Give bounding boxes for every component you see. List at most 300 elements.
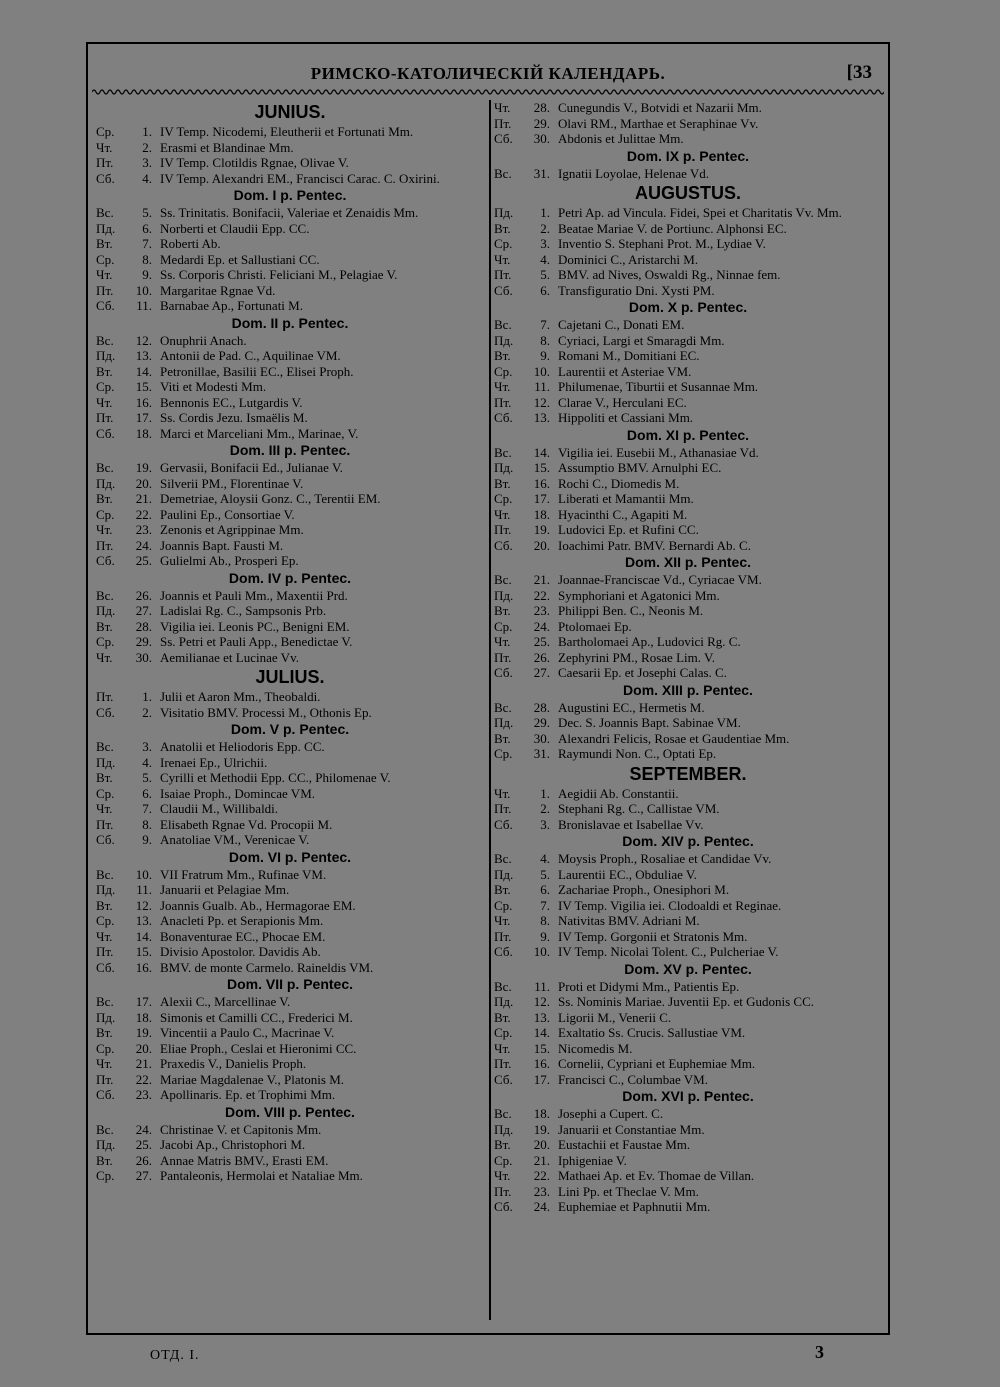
header-wavy-rule: [92, 88, 884, 96]
feast-text: Bennonis EC., Lutgardis V.: [160, 394, 303, 410]
calendar-day-row: [494, 1184, 882, 1200]
feast-text: Bonaventurae EC., Phocae EM.: [160, 928, 326, 944]
sunday-heading: Dom. V p. Pentec.: [230, 721, 350, 737]
weekday-label: Вт.: [494, 348, 511, 363]
weekday-label: Пд.: [96, 220, 116, 236]
feast-text: Cajetani C., Donati EM.: [558, 317, 685, 332]
calendar-day-row: [494, 944, 882, 960]
day-number: 5.: [540, 267, 550, 282]
calendar-day-row: [494, 1041, 882, 1057]
calendar-day-row: [96, 252, 484, 268]
feast-text: Iphigeniae V.: [558, 1152, 627, 1168]
weekday-label: Пт.: [96, 282, 114, 298]
feast-text: IV Temp. Vigilia iei. Clodoaldi et Reginae.: [558, 897, 782, 913]
calendar-day-row: [96, 960, 484, 976]
weekday-label: Пд.: [96, 603, 116, 618]
weekday-label: Сб.: [494, 282, 513, 298]
calendar-day-row: [494, 867, 882, 883]
day-number: 19.: [533, 1121, 550, 1137]
feast-text: Transfiguratio Dni. Xysti PM.: [558, 282, 715, 298]
feast-text: Ss. Corporis Christi. Feliciani M., Pelagiae V.: [160, 267, 398, 282]
sunday-heading: Dom. IX p. Pentec.: [626, 147, 750, 164]
weekday-label: Вт.: [494, 603, 511, 618]
calendar-day-row: [494, 1025, 882, 1041]
feast-text: Elisabeth Rgnae Vd. Procopii M.: [160, 816, 333, 832]
feast-text: Jacobi Ap., Christophori M.: [160, 1137, 306, 1152]
feast-text: Onuphrii Anach.: [160, 332, 247, 348]
calendar-day-row: [96, 898, 484, 914]
feast-text: Pantaleonis, Hermolai et Nataliae Mm.: [160, 1168, 363, 1183]
feast-text: Erasmi et Blandinae Mm.: [160, 139, 294, 155]
weekday-label: Пт.: [96, 816, 114, 832]
feast-text: Ss. Nominis Mariae. Juventii Ep. et Gudonis CC.: [558, 994, 815, 1009]
weekday-label: Вт.: [494, 730, 511, 746]
day-number: 20.: [533, 1137, 550, 1152]
calendar-day-row: [494, 267, 882, 283]
weekday-label: Сб.: [494, 944, 513, 959]
calendar-day-row: [96, 1087, 484, 1103]
feast-text: Vigilia iei. Leonis PC., Benigni EM.: [160, 618, 350, 634]
sunday-heading: Dom. XV p. Pentec.: [624, 960, 752, 977]
day-number: 6.: [142, 220, 152, 236]
day-number: 4.: [540, 251, 550, 267]
day-number: 4.: [142, 170, 152, 186]
calendar-day-row: [96, 476, 484, 492]
feast-text: Olavi RM., Marthae et Seraphinae Vv.: [558, 115, 759, 131]
sunday-heading: Dom. XII p. Pentec.: [624, 554, 752, 570]
weekday-label: Вс.: [96, 994, 114, 1009]
calendar-day-row: [494, 538, 882, 554]
feast-text: Antonii de Pad. C., Aquilinae VM.: [160, 348, 341, 363]
weekday-label: Чт.: [96, 649, 113, 665]
day-number: 10.: [533, 944, 550, 959]
day-number: 10.: [135, 866, 152, 882]
day-number: 3.: [540, 816, 550, 832]
sunday-heading: Dom. VIII p. Pentec.: [225, 1103, 355, 1120]
calendar-day-row: [96, 221, 484, 237]
weekday-label: Пд.: [494, 587, 514, 603]
calendar-day-row: [494, 348, 882, 364]
calendar-day-row: [96, 507, 484, 523]
weekday-label: Ср.: [494, 491, 513, 506]
feast-text: Annae Matris BMV., Erasti EM.: [160, 1152, 329, 1168]
feast-text: Euphemiae et Paphnutii Mm.: [558, 1199, 711, 1214]
weekday-label: Сб.: [96, 832, 115, 847]
calendar-day-row: [494, 929, 882, 945]
day-number: 14.: [533, 1025, 550, 1040]
weekday-label: Чт.: [96, 139, 113, 155]
feast-text: IV Temp. Nicolai Tolent. C., Pulcheriae V.: [558, 944, 779, 959]
feast-text: Mathaei Ap. et Ev. Thomae de Villan.: [558, 1168, 755, 1183]
feast-text: Demetriae, Aloysii Gonz. C., Terentii EM.: [160, 491, 381, 506]
weekday-label: Пд.: [96, 475, 116, 491]
weekday-label: Чт.: [494, 785, 511, 801]
day-number: 19.: [135, 1025, 152, 1040]
feast-text: Irenaei Ep., Ulrichii.: [160, 754, 268, 770]
day-number: 11.: [136, 882, 152, 897]
day-number: 7.: [142, 236, 152, 251]
feast-text: Ss. Trinitatis. Bonifacii, Valeriae et Zenaidis Mm.: [160, 205, 419, 220]
signature-mark: 3: [815, 1342, 824, 1362]
weekday-label: Пд.: [494, 332, 514, 348]
feast-text: Josephi a Cupert. C.: [558, 1106, 664, 1121]
calendar-day-row: [96, 364, 484, 380]
weekday-label: Пт.: [494, 394, 512, 410]
feast-text: Dominici C., Aristarchi M.: [558, 251, 699, 267]
section-label: ОТД. I.: [150, 1348, 200, 1363]
feast-text: Eustachii et Faustae Mm.: [558, 1137, 691, 1152]
calendar-day-row: [494, 333, 882, 349]
day-number: 27.: [135, 1168, 152, 1183]
feast-text: IV Temp. Nicodemi, Eleutherii et Fortunati Mm.: [160, 124, 414, 139]
weekday-label: Вт.: [96, 1025, 113, 1040]
calendar-day-row: [494, 507, 882, 523]
day-number: 7.: [540, 317, 550, 332]
weekday-label: Сб.: [494, 1071, 513, 1087]
feast-text: Lini Pp. et Theclae V. Mm.: [558, 1183, 699, 1199]
sunday-heading: Dom. VI p. Pentec.: [228, 848, 352, 865]
weekday-label: Пт.: [494, 522, 512, 537]
calendar-day-row: [494, 994, 882, 1010]
feast-text: Divisio Apostolor. Davidis Ab.: [160, 944, 321, 959]
weekday-label: Пд.: [494, 460, 514, 475]
calendar-day-row: [96, 1010, 484, 1026]
day-number: 12.: [135, 332, 152, 348]
day-number: 24.: [533, 1199, 550, 1214]
day-number: 1.: [142, 124, 152, 139]
feast-text: Proti et Didymi Mm., Patientis Ep.: [558, 978, 740, 994]
feast-text: Ignatii Loyolae, Helenae Vd.: [558, 165, 710, 181]
calendar-day-row: [96, 1025, 484, 1041]
day-number: 23.: [533, 603, 550, 618]
weekday-label: Пд.: [96, 882, 116, 897]
day-number: 8.: [540, 332, 550, 348]
calendar-day-row: [494, 700, 882, 716]
calendar-day-row: [96, 867, 484, 883]
calendar-day-row: [494, 898, 882, 914]
feast-text: Romani M., Domitiani EC.: [558, 348, 700, 363]
feast-text: BMV. ad Nives, Oswaldi Rg., Ninnae fem.: [558, 267, 781, 282]
weekday-label: Вт.: [494, 882, 511, 897]
weekday-label: Чт.: [494, 506, 511, 522]
weekday-label: Вт.: [96, 897, 113, 913]
weekday-label: Ср.: [494, 236, 513, 251]
day-number: 30.: [533, 730, 550, 746]
calendar-day-row: [494, 100, 882, 116]
feast-text: Petronillae, Basilii EC., Elisei Proph.: [160, 363, 354, 379]
calendar-day-row: [96, 770, 484, 786]
calendar-day-row: [494, 650, 882, 666]
weekday-label: Вс.: [494, 444, 512, 460]
calendar-day-row: [494, 236, 882, 252]
weekday-label: Вс.: [96, 739, 114, 754]
day-number: 28.: [533, 100, 550, 115]
day-number: 17.: [135, 410, 152, 425]
feast-text: Gervasii, Bonifacii Ed., Julianae V.: [160, 460, 343, 475]
feast-text: Januarii et Pelagiae Mm.: [160, 882, 290, 897]
calendar-day-row: [494, 786, 882, 802]
feast-text: Philippi Ben. C., Neonis M.: [558, 603, 704, 618]
weekday-label: Ср.: [96, 251, 115, 267]
day-number: 7.: [540, 897, 550, 913]
day-number: 18.: [135, 425, 152, 441]
month-heading: JULIUS.: [255, 667, 325, 687]
calendar-day-row: [494, 1106, 882, 1122]
day-number: 13.: [533, 410, 550, 425]
day-number: 11.: [136, 298, 152, 313]
day-number: 2.: [540, 801, 550, 816]
calendar-day-row: [96, 140, 484, 156]
day-number: 3.: [540, 236, 550, 251]
calendar-day-row: [494, 715, 882, 731]
day-number: 1.: [142, 689, 152, 704]
calendar-day-row: [494, 1056, 882, 1072]
day-number: 9.: [142, 832, 152, 847]
feast-text: Anacleti Pp. et Serapionis Mm.: [160, 913, 324, 928]
weekday-label: Пт.: [494, 1183, 512, 1199]
day-number: 29.: [533, 715, 550, 730]
day-number: 23.: [135, 522, 152, 537]
weekday-label: Пт.: [494, 801, 512, 816]
weekday-label: Вт.: [96, 618, 113, 634]
feast-text: Praxedis V., Danielis Proph.: [160, 1056, 307, 1071]
weekday-label: Пт.: [96, 1071, 114, 1087]
day-number: 15.: [135, 379, 152, 394]
feast-text: Ss. Petri et Pauli App., Benedictae V.: [160, 634, 353, 649]
feast-text: Silverii PM., Florentinae V.: [160, 475, 304, 491]
weekday-label: Ср.: [494, 746, 513, 761]
day-number: 19.: [533, 522, 550, 537]
feast-text: Aegidii Ab. Constantii.: [558, 785, 679, 801]
day-number: 26.: [533, 649, 550, 665]
day-number: 5.: [142, 205, 152, 220]
day-number: 30.: [533, 131, 550, 146]
day-number: 12.: [533, 394, 550, 410]
weekday-label: Чт.: [96, 267, 113, 282]
calendar-day-row: [96, 348, 484, 364]
sunday-heading: Dom. VII p. Pentec.: [226, 976, 354, 992]
day-number: 2.: [142, 139, 152, 155]
calendar-day-row: [494, 746, 882, 762]
calendar-day-row: [96, 913, 484, 929]
feast-text: Cyriaci, Largi et Smaragdi Mm.: [558, 332, 725, 348]
month-heading: JUNIUS.: [254, 102, 326, 122]
day-number: 13.: [135, 913, 152, 928]
weekday-label: Пт.: [96, 410, 114, 425]
day-number: 9.: [540, 348, 550, 363]
weekday-label: Сб.: [96, 298, 115, 313]
feast-text: Inventio S. Stephani Prot. M., Lydiae V.: [558, 236, 766, 251]
day-number: 24.: [135, 537, 152, 553]
day-number: 22.: [135, 1071, 152, 1087]
feast-text: Rochi C., Diomedis M.: [558, 475, 680, 491]
weekday-label: Пд.: [96, 754, 116, 770]
weekday-label: Вт.: [494, 220, 511, 236]
weekday-label: Сб.: [494, 665, 513, 680]
weekday-label: Пт.: [96, 944, 114, 959]
feast-text: Gulielmi Ab., Prosperi Ep.: [160, 553, 299, 568]
day-number: 24.: [533, 618, 550, 634]
calendar-day-row: [96, 1041, 484, 1057]
feast-text: Visitatio BMV. Processi M., Othonis Ep.: [160, 704, 372, 720]
feast-text: Norberti et Claudii Epp. CC.: [160, 220, 310, 236]
day-number: 18.: [135, 1009, 152, 1025]
day-number: 28.: [533, 699, 550, 715]
calendar-day-row: [494, 522, 882, 538]
calendar-day-row: [494, 801, 882, 817]
feast-text: Hyacinthi C., Agapiti M.: [558, 506, 688, 522]
calendar-day-row: [494, 445, 882, 461]
feast-text: Ligorii M., Venerii C.: [558, 1009, 672, 1025]
day-number: 14.: [135, 928, 152, 944]
feast-text: IV Temp. Gorgonii et Stratonis Mm.: [558, 928, 748, 944]
calendar-day-row: [494, 460, 882, 476]
weekday-label: Чт.: [96, 1056, 113, 1071]
day-number: 8.: [540, 913, 550, 928]
day-number: 4.: [142, 754, 152, 770]
day-number: 25.: [135, 553, 152, 568]
sunday-heading: Dom. III p. Pentec.: [229, 442, 351, 458]
calendar-day-row: [494, 1010, 882, 1026]
feast-text: Barnabae Ap., Fortunati M.: [160, 298, 303, 313]
day-number: 19.: [135, 460, 152, 475]
weekday-label: Чт.: [96, 522, 113, 537]
weekday-label: Вт.: [96, 770, 113, 785]
calendar-day-row: [96, 1056, 484, 1072]
weekday-label: Пт.: [494, 267, 512, 282]
sunday-heading: Dom. IV p. Pentec.: [228, 569, 352, 586]
feast-text: Ladislai Rg. C., Sampsonis Prb.: [160, 603, 327, 618]
calendar-day-row: [494, 364, 882, 380]
calendar-day-row: [494, 205, 882, 221]
calendar-day-row: [494, 913, 882, 929]
feast-text: Margaritae Rgnae Vd.: [160, 282, 276, 298]
month-heading: SEPTEMBER.: [629, 763, 747, 784]
day-number: 29.: [533, 115, 550, 131]
calendar-day-row: [494, 221, 882, 237]
day-number: 17.: [533, 491, 550, 506]
day-number: 31.: [533, 165, 550, 181]
day-number: 3.: [142, 739, 152, 754]
day-number: 23.: [135, 1087, 152, 1102]
calendar-day-row: [96, 298, 484, 314]
feast-text: Nicomedis M.: [558, 1040, 633, 1056]
day-number: 27.: [533, 665, 550, 680]
weekday-label: Чт.: [494, 1040, 511, 1056]
weekday-label: Чт.: [96, 801, 113, 816]
feast-text: Symphoriani et Agatonici Mm.: [558, 587, 720, 603]
day-number: 2.: [142, 704, 152, 720]
day-number: 3.: [142, 155, 152, 170]
calendar-day-row: [96, 689, 484, 705]
day-number: 4.: [540, 851, 550, 866]
feast-text: Zenonis et Agrippinae Mm.: [160, 522, 304, 537]
weekday-label: Вс.: [96, 332, 114, 348]
feast-text: BMV. de monte Carmelo. Raineldis VM.: [160, 959, 374, 975]
calendar-day-row: [494, 588, 882, 604]
weekday-label: Пд.: [494, 866, 514, 882]
weekday-label: Вс.: [494, 317, 512, 332]
weekday-label: Вс.: [494, 851, 512, 866]
day-number: 9.: [142, 267, 152, 282]
day-number: 7.: [142, 801, 152, 816]
calendar-day-row: [96, 538, 484, 554]
weekday-label: Вс.: [96, 205, 114, 220]
page-header: [86, 60, 890, 90]
day-number: 28.: [135, 618, 152, 634]
feast-text: VII Fratrum Mm., Rufinae VM.: [160, 866, 327, 882]
weekday-label: Сб.: [494, 816, 513, 832]
calendar-day-row: [96, 491, 484, 507]
feast-text: Caesarii Ep. et Josephi Calas. C.: [558, 665, 727, 680]
calendar-day-row: [494, 1168, 882, 1184]
calendar-day-row: [494, 410, 882, 426]
feast-text: Ptolomaei Ep.: [558, 618, 632, 634]
feast-text: Januarii et Constantiae Mm.: [558, 1121, 705, 1137]
weekday-label: Вс.: [494, 978, 512, 994]
weekday-label: Вс.: [494, 572, 512, 587]
calendar-day-row: [494, 491, 882, 507]
calendar-day-row: [96, 944, 484, 960]
calendar-day-row: [494, 817, 882, 833]
weekday-label: Вс.: [96, 866, 114, 882]
weekday-label: Пд.: [96, 1009, 116, 1025]
feast-text: Ss. Cordis Jezu. Ismaëlis M.: [160, 410, 308, 425]
weekday-label: Сб.: [96, 959, 115, 975]
feast-text: IV Temp. Alexandri EM., Francisci Carac. C. Oxirini.: [160, 170, 440, 186]
calendar-day-row: [96, 205, 484, 221]
feast-text: Petri Ap. ad Vincula. Fidei, Spei et Charitatis Vv. Mm.: [558, 205, 842, 220]
calendar-day-row: [96, 705, 484, 721]
calendar-day-row: [494, 283, 882, 299]
day-number: 20.: [533, 537, 550, 553]
feast-text: Assumptio BMV. Arnulphi EC.: [558, 460, 722, 475]
calendar-day-row: [494, 979, 882, 995]
feast-text: Dec. S. Joannis Bapt. Sabinae VM.: [558, 715, 741, 730]
calendar-day-row: [494, 317, 882, 333]
feast-text: Abdonis et Julittae Mm.: [558, 131, 684, 146]
calendar-day-row: [96, 553, 484, 569]
weekday-label: Сб.: [494, 131, 513, 146]
weekday-label: Ср.: [96, 785, 115, 801]
day-number: 5.: [142, 770, 152, 785]
feast-text: Liberati et Mamantii Mm.: [558, 491, 694, 506]
calendar-day-row: [96, 171, 484, 187]
feast-text: Aemilianae et Lucinae Vv.: [160, 649, 299, 665]
day-number: 6.: [142, 785, 152, 801]
day-number: 11.: [534, 978, 550, 994]
calendar-day-row: [96, 786, 484, 802]
day-number: 21.: [533, 1152, 550, 1168]
weekday-label: Сб.: [96, 170, 115, 186]
weekday-label: Вт.: [96, 363, 113, 379]
feast-text: Stephani Rg. C., Callistae VM.: [558, 801, 720, 816]
calendar-day-row: [96, 588, 484, 604]
column-separator: [489, 100, 491, 1320]
feast-text: Ludovici Ep. et Rufini CC.: [558, 522, 699, 537]
weekday-label: Вт.: [96, 236, 113, 251]
feast-text: Francisci C., Columbae VM.: [558, 1071, 708, 1087]
weekday-label: Ср.: [96, 1040, 115, 1056]
calendar-day-row: [96, 395, 484, 411]
calendar-day-row: [96, 283, 484, 299]
feast-text: Bartholomaei Ap., Ludovici Rg. C.: [558, 634, 741, 649]
calendar-day-row: [96, 882, 484, 898]
day-number: 26.: [135, 1152, 152, 1168]
weekday-label: Вт.: [494, 1009, 511, 1025]
day-number: 27.: [135, 603, 152, 618]
day-number: 6.: [540, 882, 550, 897]
